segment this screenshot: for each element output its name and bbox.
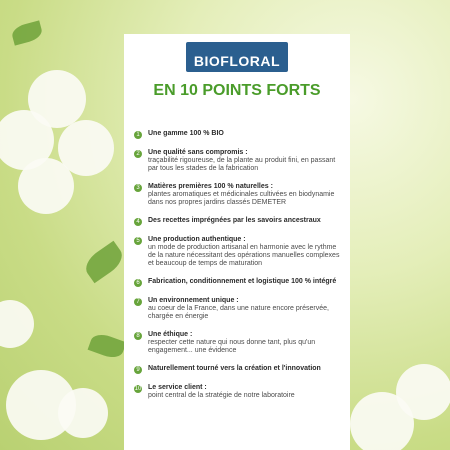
point-item xyxy=(134,149,340,173)
point-content xyxy=(148,365,321,373)
logo-box xyxy=(186,42,288,72)
flower-petal xyxy=(58,388,108,438)
point-number-badge: 9 xyxy=(134,366,142,374)
point-heading: Une production authentique : xyxy=(148,236,246,243)
logo-text: BIOFLORAL xyxy=(193,53,281,69)
brand-logo xyxy=(134,42,340,72)
point-heading: Une qualité sans compromis : xyxy=(148,149,248,156)
point-number-badge: 6 xyxy=(134,279,142,287)
point-number-badge: 10 xyxy=(134,386,142,392)
point-content xyxy=(148,217,321,225)
flower-petal xyxy=(28,70,86,128)
point-heading: Des recettes imprégnées par les savoirs ancestraux xyxy=(148,217,321,224)
point-details: traçabilité rigoureuse, de la plante au produit fini, en passant par tous les stades de la fabrication xyxy=(148,157,336,172)
point-item xyxy=(134,130,340,139)
point-number-badge: 3 xyxy=(134,184,142,192)
point-details: au coeur de la France, dans une nature encore préservée, chargée en énergie xyxy=(148,305,329,320)
point-item xyxy=(134,297,340,321)
flower-petal xyxy=(396,364,450,420)
point-details: un mode de production artisanal en harmonie avec le rythme de la nature nécessitant des opérations manuelles complexes et beaucoup de temps de maturation xyxy=(148,244,340,267)
point-content xyxy=(148,384,295,400)
point-heading: Matières premières 100 % naturelles : xyxy=(148,183,273,190)
point-details: plantes aromatiques et médicinales cultivées en biodynamie dans nos propres jardins classés DEMETER xyxy=(148,191,335,206)
leaf xyxy=(88,331,127,361)
point-item xyxy=(134,384,340,400)
flower-petal xyxy=(18,158,74,214)
point-content xyxy=(148,183,340,207)
point-number-badge: 1 xyxy=(134,131,142,139)
point-item xyxy=(134,331,340,355)
page-title: EN 10 POINTS FORTS xyxy=(153,82,321,99)
point-content xyxy=(148,149,340,173)
point-content xyxy=(148,278,336,286)
point-heading: Un environnement unique : xyxy=(148,297,239,304)
points-list xyxy=(134,130,340,400)
point-heading: Naturellement tourné vers la création et l'innovation xyxy=(148,365,321,372)
point-content xyxy=(148,130,224,138)
point-details: respecter cette nature qui nous donne tant, plus qu'un engagement... une évidence xyxy=(148,339,316,354)
point-content xyxy=(148,331,340,355)
point-item xyxy=(134,217,340,226)
point-number-badge: 2 xyxy=(134,150,142,158)
point-item xyxy=(134,183,340,207)
point-item xyxy=(134,236,340,268)
flower-petal xyxy=(0,300,34,348)
point-number-badge: 7 xyxy=(134,298,142,306)
point-heading: Fabrication, conditionnement et logistique 100 % intégré xyxy=(148,278,337,285)
point-item xyxy=(134,365,340,374)
point-number-badge: 4 xyxy=(134,218,142,226)
point-content xyxy=(148,297,340,321)
point-content xyxy=(148,236,340,268)
point-number-badge: 5 xyxy=(134,237,142,245)
point-number-badge: 8 xyxy=(134,332,142,340)
leaf xyxy=(10,20,44,45)
point-details: point central de la stratégie de notre laboratoire xyxy=(148,392,295,399)
point-item xyxy=(134,278,340,287)
leaf xyxy=(81,241,128,284)
point-heading: Une éthique : xyxy=(148,331,193,338)
point-heading: Le service client : xyxy=(148,384,207,391)
point-heading: Une gamme 100 % BIO xyxy=(148,130,224,137)
points-card xyxy=(124,34,350,450)
